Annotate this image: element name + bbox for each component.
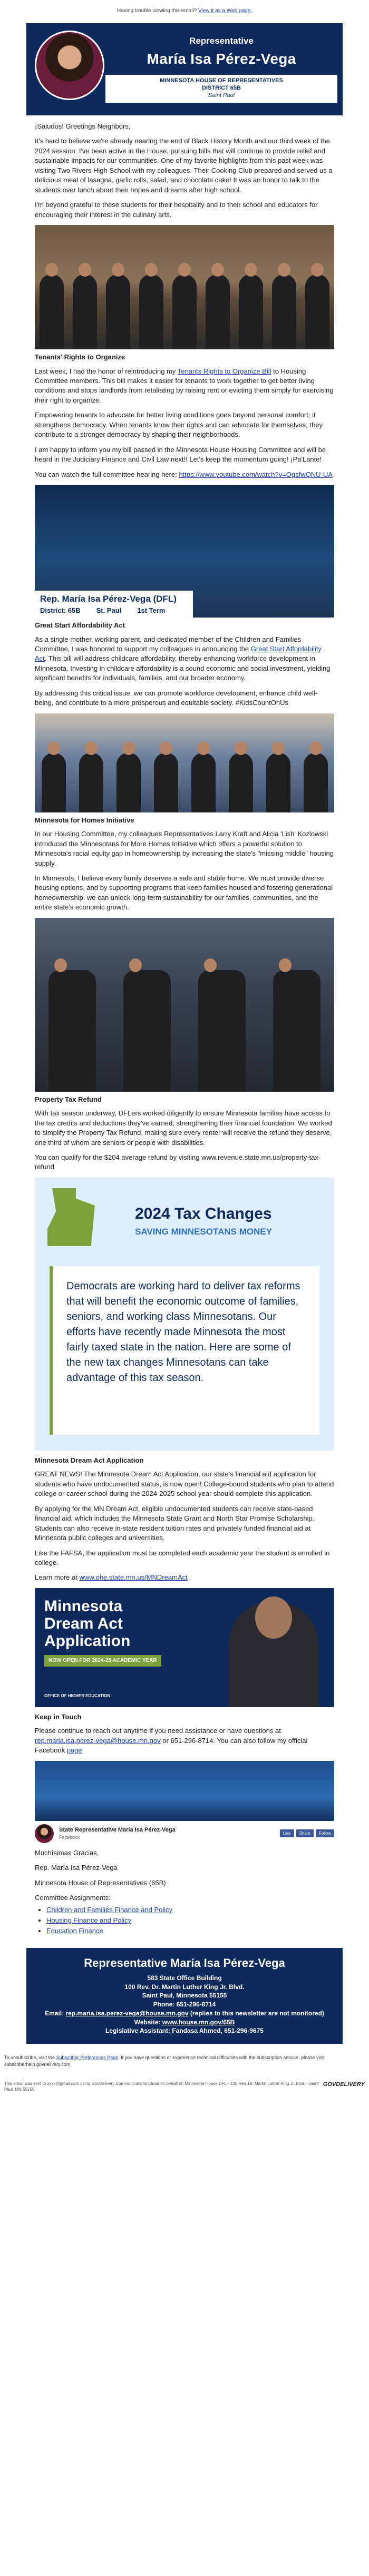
press-figures xyxy=(35,753,334,812)
facebook-page-link[interactable]: page xyxy=(66,1746,82,1755)
committee-link[interactable]: Housing Finance and Policy xyxy=(46,1916,132,1924)
colleagues-selfie-photo xyxy=(35,918,334,1092)
childcare-press-photo xyxy=(35,713,334,812)
footer-email-link[interactable]: rep.maria.isa.perez-vega@house.mn.gov xyxy=(65,2009,189,2017)
footer-name: Representative María Isa Pérez-Vega xyxy=(84,1956,285,1970)
dream-graphic-text: Minnesota Dream Act Application NOW OPEN FOR 2024-25 ACADEMIC YEAR xyxy=(44,1598,161,1667)
committee-list xyxy=(46,1905,334,1936)
facebook-card[interactable] xyxy=(35,1824,334,1843)
tenants-bill-link[interactable]: Tenants Rights to Organize Bill xyxy=(177,367,271,375)
facebook-follow-button[interactable]: Follow xyxy=(316,1829,334,1837)
tax-graphic-title: 2024 Tax Changes SAVING MINNESOTANS MONEY xyxy=(135,1204,273,1237)
footer-address-2: 100 Rev. Dr. Martin Luther King Jr. Blvd. xyxy=(124,1983,245,1991)
facebook-page-name: State Representative María Isa Pérez-Vega xyxy=(59,1826,176,1833)
footer-email: Email: rep.maria.isa.perez-vega@house.mn.gov (replies to this newsletter are not monitored) xyxy=(45,2009,324,2017)
tenants-paragraph-1: Last week, I had the honor of reintroducing my Tenants Rights to Organize Bill to Housing Committee members. This bill makes it easier for tenants to work together to get better living conditions and stops landlords from retaliating by raising rent or evicting them simply for exercising their right to organize. xyxy=(35,367,334,404)
childcare-paragraph-1: As a single mother, working parent, and dedicated member of the Children and Families Committee, I was honored to support my colleagues in announcing the Great Start Affordability Act. This bill will address childcare affordability, thereby enhancing workforce development in Minnesota. Investing in childcare affordability is a sound economic and social investment, yielding significant benefits for individuals, families, and our broader economy. xyxy=(35,635,331,682)
dream-paragraph-4: Learn more at www.ohe.state.mn.us/MNDreamAct xyxy=(35,1573,188,1582)
header-name: María Isa Pérez-Vega xyxy=(147,51,296,67)
homes-paragraph-2: In Minnesota, I believe every family deserves a safe and stable home. We must provide diverse housing options, and by supporting programs that keep families housed and fostering generational homeownership, we can unlock long-term sustainability for our families, communities, and the entire state's economic growth. xyxy=(35,874,333,912)
header xyxy=(26,23,343,115)
footer-address-1: 583 State Office Building xyxy=(147,1974,222,1982)
two-rivers-photo xyxy=(35,225,334,349)
tax-graphic-body: Democrats are working hard to deliver tax reforms that will benefit the economic outcome of families, seniors, and working class Minnesotans. Our efforts have recently made Minnesota the most fairly taxed state in the nation. Here are some of the new tax changes Minnesotans can take advantage of this tax season. xyxy=(50,1266,319,1435)
property-heading: Property Tax Refund xyxy=(35,1095,102,1103)
tenants-paragraph-2: Empowering tenants to advocate for better living conditions goes beyond personal comfort; it strengthens democracy. When tenants know their rights and can advocate for themselves, they contribute to a stronger democracy by shaping their neighborhoods. xyxy=(35,411,323,439)
youtube-link[interactable]: https://www.youtube.com/watch?v=OgsfwQNU-UA xyxy=(179,470,333,478)
childcare-paragraph-2: By addressing this critical issue, we can promote workforce development, enhance child well-being, and contribute to a more prosperous and equitable society. #KidsCountOnUs xyxy=(35,689,318,707)
web-view-link[interactable]: View it as a Web page. xyxy=(198,8,252,14)
property-paragraph-1: With tax season underway, DFLers worked diligently to ensure Minnesota families have access to the tax credits and deductions they've earned, strengthening their financial foundation. We worked to simplify the Property Tax Refund, making sure every renter will receive the refund they deserve, one third of whom are seniors or people with disabilities. xyxy=(35,1109,332,1147)
tax-changes-graphic xyxy=(35,1178,334,1451)
signoff-name: Rep. María Isa Pérez-Vega xyxy=(35,1864,118,1872)
tenants-paragraph-3: I am happy to inform you my bill passed in the Minnesota House Housing Committee and will be heard in the Judiciary Finance and Civil Law next!! Let's keep the momentum going! ¡Pa'Lante! xyxy=(35,445,326,464)
signoff-thanks: Muchísimas Gracias, xyxy=(35,1848,99,1857)
homes-heading: Minnesota for Homes Initiative xyxy=(35,816,134,824)
student-figure xyxy=(229,1602,318,1707)
dream-heading: Minnesota Dream Act Application xyxy=(35,1456,144,1464)
tax-graphic-header xyxy=(35,1178,334,1257)
footer-website: Website: www.house.mn.gov/65B xyxy=(134,2018,235,2026)
touch-heading: Keep in Touch xyxy=(35,1712,82,1721)
intro-paragraph-1: It's hard to believe we're already nearing the end of Black History Month and our third week of the 2024 session. I've been active in the House, pursuing bills that will continue to provide relief and sustainable impacts for our communities. One of my favorite highlights from this past week was visiting Two Rivers High School with my colleagues. Their Cooking Club prepared and served us a delicious meal of lasagna, garlic rolls, salad, and chocolate cake! It was an honor to talk to the students over lunch about their hopes and dreams after high school. xyxy=(35,137,333,194)
footer-website-link[interactable]: www.house.mn.gov/65B xyxy=(162,2018,235,2026)
video-banner-name: Rep. María Isa Pérez-Vega (DFL) xyxy=(40,594,177,604)
header-subtitle xyxy=(105,75,337,103)
footer-address-3: Saint Paul, Minnesota 55155 xyxy=(142,1992,227,2000)
committee-video-still[interactable] xyxy=(35,485,334,618)
header-text xyxy=(105,35,337,103)
dream-act-link[interactable]: www.ohe.state.mn.us/MNDreamAct xyxy=(79,1573,188,1582)
ohe-logo: OFFICE OF HIGHER EDUCATION xyxy=(44,1693,111,1698)
video-banner-district: District: 65B xyxy=(40,606,81,614)
content xyxy=(26,115,343,1948)
great-start-link[interactable]: Great Start Affordability Act xyxy=(35,644,322,663)
committees-label: Committee Assignments: xyxy=(35,1894,111,1902)
email-container xyxy=(26,23,343,2044)
video-banner-term: 1st Term xyxy=(137,606,166,614)
preheader xyxy=(0,0,369,23)
facebook-avatar xyxy=(35,1824,54,1843)
preheader-text: Having trouble viewing this email? xyxy=(117,8,197,14)
facebook-share-button[interactable]: Share xyxy=(296,1829,314,1837)
legal-text: This email was sent to xxxx@gmail.com using GovDelivery Communications Cloud on behalf of: Minnesota House DFL · 100 Rev. Dr. Martin Luther King Jr. Blvd. · Saint Paul, MN 55155 xyxy=(4,2081,319,2092)
subscriber-preferences-link[interactable]: Subscriber Preferences Page xyxy=(56,2055,119,2061)
header-city: Saint Paul xyxy=(208,92,235,99)
dream-paragraph-3: Like the FAFSA, the application must be completed each academic year the student is enrolled in college. xyxy=(35,1549,330,1567)
header-district: DISTRICT 65B xyxy=(202,85,241,92)
childcare-heading: Great Start Affordability Act xyxy=(35,621,125,630)
dream-graphic-badge: NOW OPEN FOR 2024-25 ACADEMIC YEAR xyxy=(44,1655,161,1667)
group-figures xyxy=(35,275,334,349)
property-paragraph-2: You can qualify for the $204 average refund by visiting www.revenue.state.mn.us/property-tax-refund xyxy=(35,1153,321,1171)
facebook-buttons xyxy=(280,1829,334,1837)
contact-email-link[interactable]: rep.maria.isa.perez-vega@house.mn.gov xyxy=(35,1736,161,1745)
signoff-office: Minnesota House of Representatives (65B) xyxy=(35,1878,166,1887)
touch-paragraph: Please continue to reach out anytime if you need assistance or have questions at rep.maria.isa.perez-vega@house.mn.gov or 651-296-8714. You can also follow my official Facebook page xyxy=(35,1727,308,1755)
homes-paragraph-1: In our Housing Committee, my colleagues Representatives Larry Kraft and Alicia 'Lish' Kozlowski introduced the Minnesotans for More Homes Initiative which offers a powerful solution to Minnesota's racial equity gap in homeownership by increasing the state's "missing middle" housing supply. xyxy=(35,830,334,867)
facebook-sub: Facebook xyxy=(59,1835,80,1840)
tenants-paragraph-4: You can watch the full committee hearing here: https://www.youtube.com/watch?v=OgsfwQNU-UA xyxy=(35,470,333,478)
dream-paragraph-1: GREAT NEWS! The Minnesota Dream Act Application, our state's financial aid application for students who have undocumented status, is now open! College-bound students who plan to attend college or career school during the 2024-2025 school year should complete this application. xyxy=(35,1470,334,1498)
video-lower-third xyxy=(35,591,193,618)
selfie-figures xyxy=(35,970,334,1092)
intro-paragraph-2: I'm beyond grateful to these students for their hospitality and to their school and educators for encouraging their interest in the culinary arts. xyxy=(35,201,318,219)
footer-aide: Legislative Assistant: Fandasa Ahmed, 651-296-9675 xyxy=(105,2027,264,2035)
greeting: ¡Saludos! Greetings Neighbors, xyxy=(35,122,131,130)
representative-photo xyxy=(35,31,104,100)
video-banner-city: St. Paul xyxy=(96,606,122,614)
footer-phone: Phone: 651-296-8714 xyxy=(153,2001,216,2009)
committee-link[interactable]: Children and Families Finance and Policy xyxy=(46,1905,173,1914)
govdelivery-logo: GOVDELIVERY xyxy=(323,2081,365,2088)
facebook-like-button[interactable]: Like xyxy=(280,1829,294,1837)
header-title: Representative xyxy=(189,36,254,46)
legal-footer xyxy=(0,2068,369,2093)
facebook-cover-image[interactable] xyxy=(35,1761,334,1821)
dream-act-graphic xyxy=(35,1588,334,1707)
minnesota-map-icon xyxy=(47,1188,95,1246)
unsubscribe-notice: To unsubscribe, visit the Subscriber Preferences Page. If you have questions or experience technical difficulties with the subscription service, please visit subscriberhelp.govdelivery.com. xyxy=(4,2055,325,2068)
header-org: MINNESOTA HOUSE OF REPRESENTATIVES xyxy=(160,77,283,84)
dream-paragraph-2: By applying for the MN Dream Act, eligible undocumented students can receive state-based financial aid, which includes the Minnesota State Grant and North Star Promise Scholarship. Students can also receive in-state resident tuition rates and privately funded financial aid at Minnesota public colleges and universities. xyxy=(35,1504,315,1542)
footer xyxy=(26,1948,343,2044)
tenants-heading: Tenants' Rights to Organize xyxy=(35,353,125,361)
committee-link[interactable]: Education Finance xyxy=(46,1927,103,1935)
